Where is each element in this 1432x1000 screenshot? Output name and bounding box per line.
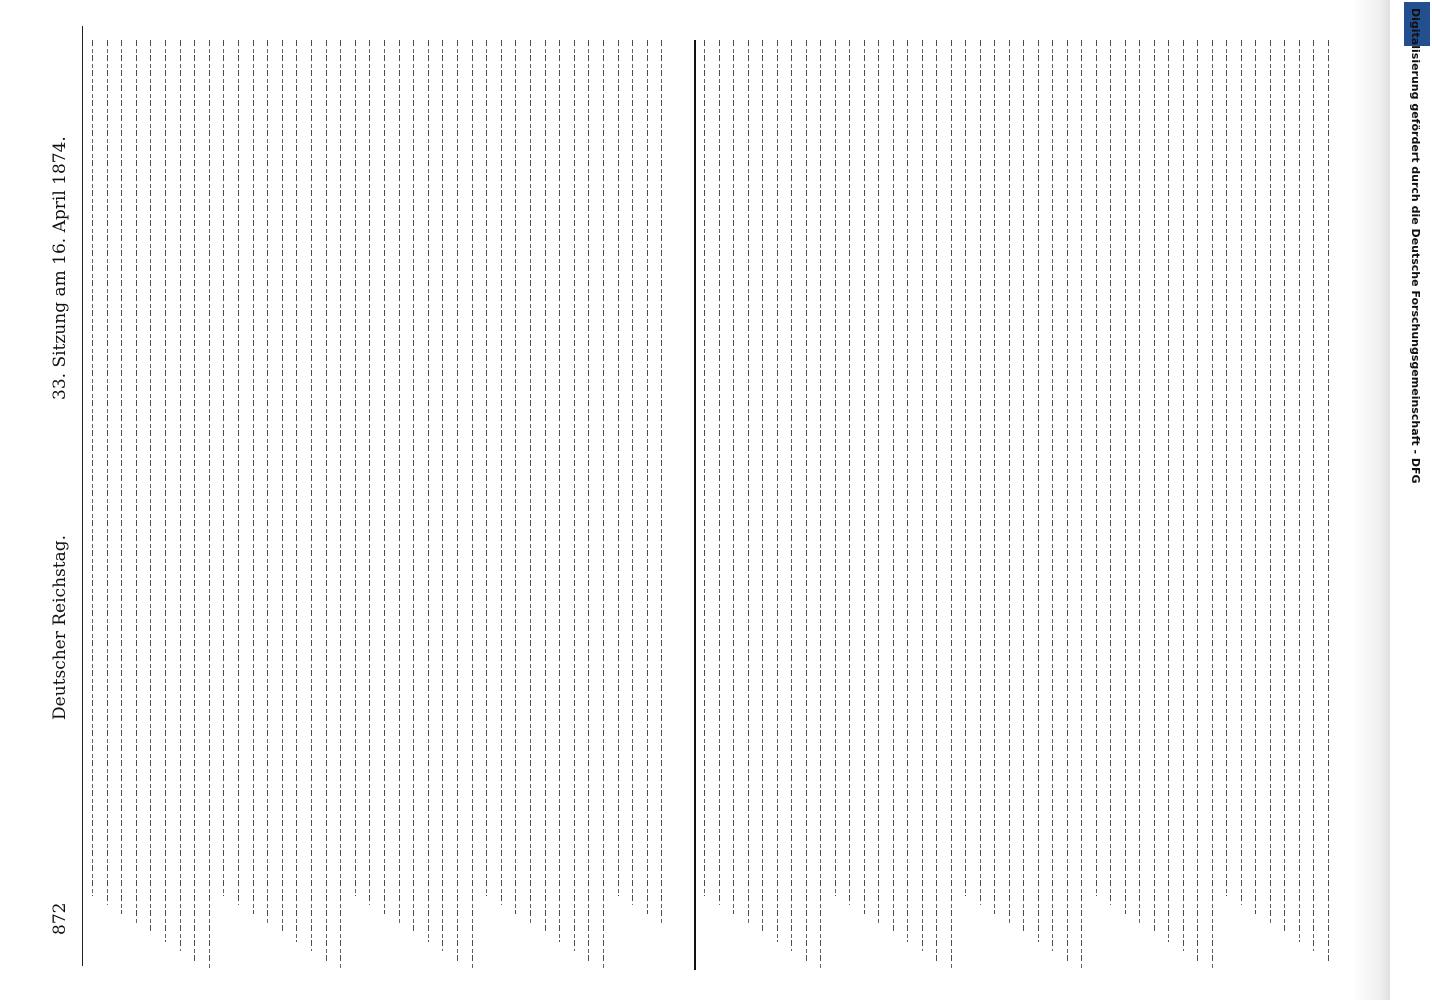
text-line <box>501 40 502 905</box>
text-line <box>1023 40 1024 933</box>
text-line <box>1168 40 1169 942</box>
text-line <box>618 40 619 896</box>
text-line <box>1197 40 1198 961</box>
text-line <box>194 40 195 961</box>
text-line <box>209 40 210 970</box>
page-number: 872 <box>50 902 70 935</box>
text-line <box>835 40 836 896</box>
text-line <box>107 40 108 905</box>
text-line <box>165 40 166 942</box>
text-line <box>515 40 516 914</box>
text-line <box>326 40 327 961</box>
text-line <box>384 40 385 914</box>
text-line <box>1183 40 1184 951</box>
text-line <box>632 40 633 905</box>
column-divider <box>694 40 696 970</box>
text-line <box>1255 40 1256 914</box>
text-line <box>574 40 575 951</box>
text-line <box>1154 40 1155 933</box>
text-line <box>1125 40 1126 914</box>
text-line <box>238 40 239 905</box>
text-line <box>282 40 283 933</box>
text-line <box>1052 40 1053 951</box>
text-line <box>1212 40 1213 970</box>
text-line <box>413 40 414 933</box>
text-line <box>994 40 995 914</box>
text-line <box>1313 40 1314 951</box>
text-line <box>530 40 531 924</box>
text-line <box>1270 40 1271 924</box>
text-line <box>150 40 151 933</box>
text-column-left <box>88 40 688 970</box>
text-line <box>1110 40 1111 905</box>
text-line <box>762 40 763 933</box>
text-line <box>340 40 341 970</box>
text-line <box>369 40 370 905</box>
text-line <box>180 40 181 951</box>
text-line <box>1226 40 1227 896</box>
text-line <box>1328 40 1329 961</box>
text-line <box>878 40 879 924</box>
text-line <box>864 40 865 914</box>
text-line <box>559 40 560 942</box>
text-line <box>267 40 268 924</box>
text-line <box>588 40 589 961</box>
text-line <box>980 40 981 905</box>
text-line <box>1081 40 1082 970</box>
text-line <box>136 40 137 924</box>
text-line <box>442 40 443 951</box>
text-line <box>719 40 720 905</box>
text-line <box>951 40 952 970</box>
publication-title: Deutscher Reichstag. <box>50 535 70 720</box>
text-line <box>936 40 937 961</box>
text-line <box>1284 40 1285 933</box>
text-line <box>1067 40 1068 961</box>
text-line <box>1009 40 1010 924</box>
text-line <box>849 40 850 905</box>
text-line <box>748 40 749 924</box>
text-line <box>223 40 224 896</box>
head-divider <box>82 26 83 966</box>
text-line <box>1241 40 1242 905</box>
text-line <box>791 40 792 951</box>
text-line <box>965 40 966 896</box>
text-line <box>733 40 734 914</box>
text-line <box>92 40 93 896</box>
text-line <box>311 40 312 951</box>
text-line <box>893 40 894 933</box>
text-line <box>1038 40 1039 942</box>
text-line <box>603 40 604 970</box>
text-line <box>545 40 546 933</box>
digitization-credit: Digitalisierung gefördert durch die Deutsche Forschungsgemeinschaft - DFG <box>1409 8 1422 484</box>
text-line <box>486 40 487 896</box>
text-line <box>1096 40 1097 896</box>
text-line <box>399 40 400 924</box>
text-line <box>428 40 429 942</box>
text-line <box>472 40 473 970</box>
text-line <box>777 40 778 942</box>
text-line <box>1139 40 1140 924</box>
running-head <box>40 0 80 1000</box>
text-line <box>704 40 705 896</box>
text-line <box>121 40 122 914</box>
text-line <box>661 40 662 924</box>
text-line <box>922 40 923 951</box>
text-line <box>820 40 821 970</box>
text-line <box>296 40 297 942</box>
text-line <box>1299 40 1300 942</box>
text-line <box>806 40 807 961</box>
text-line <box>355 40 356 896</box>
session-title: 33. Sitzung am 16. April 1874. <box>50 136 70 400</box>
text-line <box>907 40 908 942</box>
text-line <box>457 40 458 961</box>
text-line <box>647 40 648 914</box>
text-line <box>253 40 254 914</box>
text-column-right <box>700 40 1350 970</box>
